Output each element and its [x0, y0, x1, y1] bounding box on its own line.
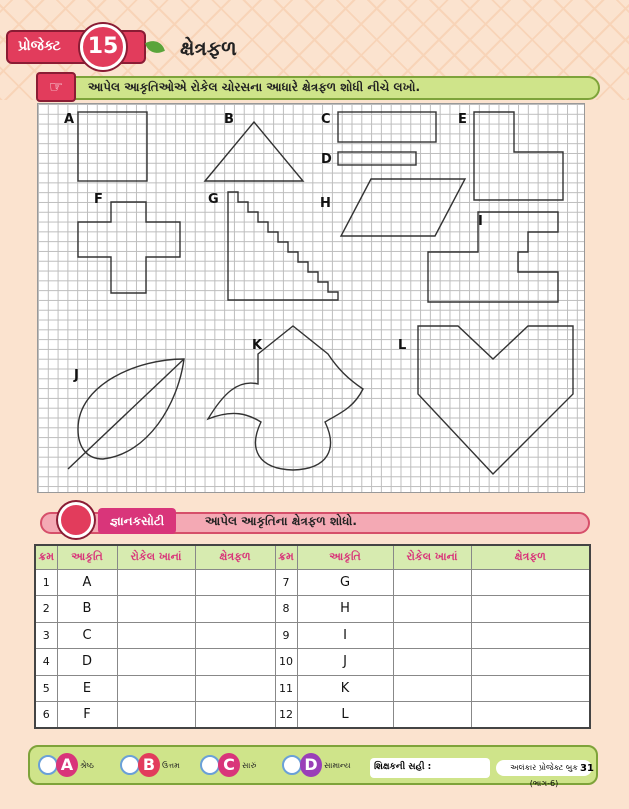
row-number: 7: [275, 569, 297, 596]
figure-label-e: E: [458, 112, 467, 127]
figure-cell: K: [297, 675, 393, 702]
figure-label-i: I: [478, 214, 483, 229]
figure-label-c: C: [321, 112, 331, 127]
table-row: [35, 622, 590, 649]
quiz-text: આપેલ આકૃતિના ક્ષેત્રફળ શોધો.: [205, 514, 357, 528]
figure-cell: G: [297, 569, 393, 596]
signature-label: શિક્ષકની સહી :: [374, 762, 432, 772]
answer-cell[interactable]: [393, 596, 471, 623]
book-title: અલંકાર પ્રોજેક્ટ બુક (ભાગ-6): [496, 760, 592, 776]
figure-l-shape: [418, 326, 573, 474]
smiley-icon: [120, 755, 140, 775]
table-row: [35, 649, 590, 676]
row-number: 3: [35, 622, 57, 649]
figure-label-l: L: [398, 338, 407, 353]
figure-b-shape: [205, 122, 303, 181]
col-header: ક્રમ: [275, 545, 297, 569]
answer-cell[interactable]: [393, 649, 471, 676]
grade-letter: C: [218, 753, 240, 777]
figure-label-b: B: [224, 112, 234, 127]
figure-label-a: A: [64, 112, 75, 127]
quiz-badge: જ્ઞાનકસોટી: [98, 508, 176, 534]
answer-cell[interactable]: [393, 622, 471, 649]
figure-label-g: G: [208, 192, 219, 207]
figure-cell: C: [57, 622, 117, 649]
figure-c-shape: [338, 112, 436, 142]
grade-c: [200, 753, 260, 779]
answer-cell[interactable]: [471, 596, 590, 623]
smiley-icon: [200, 755, 220, 775]
col-header: રોકેલ ખાનાં: [117, 545, 195, 569]
col-header: રોકેલ ખાનાં: [393, 545, 471, 569]
row-number: 8: [275, 596, 297, 623]
answer-cell[interactable]: [117, 702, 195, 729]
figure-cell: E: [57, 675, 117, 702]
figure-cell: I: [297, 622, 393, 649]
col-header: ક્રમ: [35, 545, 57, 569]
page-title: ક્ષેત્રફળ: [180, 36, 237, 60]
figure-a-shape: [78, 112, 147, 181]
grade-letter: D: [300, 753, 322, 777]
figure-cell: A: [57, 569, 117, 596]
answer-cell[interactable]: [195, 622, 275, 649]
answer-cell[interactable]: [195, 596, 275, 623]
table-row: [35, 569, 590, 596]
figure-e-shape: [474, 112, 563, 200]
answer-cell[interactable]: [393, 702, 471, 729]
answer-cell[interactable]: [471, 569, 590, 596]
row-number: 1: [35, 569, 57, 596]
figure-f-shape: [78, 202, 180, 293]
figure-label-f: F: [94, 192, 103, 207]
figure-k-shape: [208, 326, 363, 470]
row-number: 6: [35, 702, 57, 729]
answer-cell[interactable]: [393, 675, 471, 702]
grade-d: [282, 753, 351, 779]
instruction-text: આપેલ આકૃતિઓએ રોકેલ ચોરસના આધારે ક્ષેત્રફળ શોધી નીચે લખો.: [88, 80, 421, 94]
table-row: [35, 596, 590, 623]
figure-label-d: D: [321, 152, 332, 167]
answer-cell[interactable]: [117, 569, 195, 596]
figure-label-j: J: [74, 368, 79, 383]
smiley-icon: [282, 755, 302, 775]
answer-cell[interactable]: [195, 569, 275, 596]
col-header: ક્ષેત્રફળ: [195, 545, 275, 569]
col-header: આકૃતિ: [297, 545, 393, 569]
row-number: 4: [35, 649, 57, 676]
bulb-icon: [58, 502, 94, 538]
figure-cell: D: [57, 649, 117, 676]
answer-cell[interactable]: [471, 702, 590, 729]
grade-b: [120, 753, 180, 779]
answer-cell[interactable]: [117, 622, 195, 649]
grade-letter: A: [56, 753, 78, 777]
grade-word: સારું: [242, 761, 257, 770]
grade-word: સામાન્ય: [324, 761, 351, 770]
figure-i-shape: [428, 212, 558, 302]
figure-cell: J: [297, 649, 393, 676]
answer-cell[interactable]: [117, 675, 195, 702]
row-number: 11: [275, 675, 297, 702]
answer-cell[interactable]: [393, 569, 471, 596]
row-number: 10: [275, 649, 297, 676]
project-label: પ્રોજેક્ટ: [18, 38, 61, 54]
page-number: 31: [580, 763, 594, 774]
table-header-row: [35, 545, 590, 569]
answer-cell[interactable]: [195, 702, 275, 729]
grade-a: [38, 753, 98, 779]
answer-cell[interactable]: [471, 649, 590, 676]
row-number: 9: [275, 622, 297, 649]
figure-label-h: H: [320, 196, 331, 211]
figure-grid: [37, 103, 585, 493]
answer-cell[interactable]: [195, 649, 275, 676]
grade-word: શ્રેષ્ઠ: [80, 761, 94, 770]
pointing-hand-icon: ☞: [36, 72, 76, 102]
answer-cell[interactable]: [117, 596, 195, 623]
figure-label-k: K: [252, 338, 263, 353]
row-number: 2: [35, 596, 57, 623]
figure-cell: H: [297, 596, 393, 623]
table-row: [35, 675, 590, 702]
figures-drawing: [38, 104, 586, 494]
answer-cell[interactable]: [117, 649, 195, 676]
grade-letter: B: [138, 753, 160, 777]
answer-cell[interactable]: [471, 675, 590, 702]
row-number: 5: [35, 675, 57, 702]
figure-cell: B: [57, 596, 117, 623]
answer-cell[interactable]: [471, 622, 590, 649]
row-number: 12: [275, 702, 297, 729]
figure-h-shape: [341, 179, 465, 236]
answer-cell[interactable]: [195, 675, 275, 702]
col-header: આકૃતિ: [57, 545, 117, 569]
figure-cell: F: [57, 702, 117, 729]
grade-word: ઉત્તમ: [162, 761, 180, 770]
teacher-signature[interactable]: [370, 758, 490, 778]
col-header: ક્ષેત્રફળ: [471, 545, 590, 569]
project-number: 15: [80, 24, 126, 70]
smiley-icon: [38, 755, 58, 775]
answer-table: [34, 544, 591, 729]
figure-d-shape: [338, 152, 416, 165]
table-row: [35, 702, 590, 729]
figure-cell: L: [297, 702, 393, 729]
